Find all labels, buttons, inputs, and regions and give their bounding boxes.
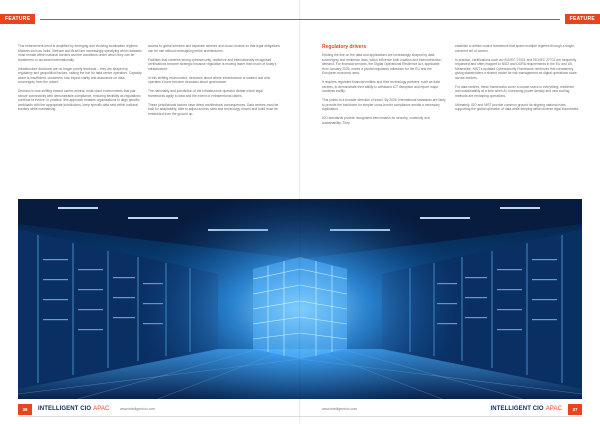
left-column-2 (148, 44, 280, 121)
paragraph: This points to a broader direction of travel. By 2026, international standards are likely to provide the backbone for simpler cross-border compliance amidst a necessary duplication. (322, 98, 446, 111)
brand-region: APAC (545, 406, 562, 412)
data-center-photo-right (300, 199, 582, 399)
paragraph: In practice, certifications such as ISO/IEC 27001 and ISO/IEC 27701 are frequently requested and often mapped to NIS2 and DORA requirements in the EU and UK. Meanwhile, NIST's updated Cybersecurity Framework reinforces this consistency, giving stakeholders a shared model for risk management as digital operations scale across borders. (455, 57, 577, 80)
paragraph: Holding the line on the data and applications are increasingly shaped by data sovereignty and resilience laws, which influence both location and interconnection demand. For financial services, the Digital Operational Resilience Act, applicable from January 2025, marks a pivotal regulatory milestone for the EU and the European economic area. (322, 53, 442, 75)
footer-rule (300, 416, 582, 417)
website-url[interactable]: www.intelligentcio.com (322, 407, 358, 411)
section-label: FEATURE (565, 14, 600, 24)
paragraph: It requires regulated financial entities and their technology partners, such as data centres, to demonstrate their ability to withstand ICT disruption and report major incidents swiftly. (322, 80, 440, 93)
paragraph: Facilities that combine strong cybersecurity, resilience and internationally recognised certifications become strategic because regulation is moving faster than much of today's infrastructure. (148, 57, 277, 71)
top-rule (300, 19, 560, 20)
paragraph: The nationality and jurisdiction of the infrastructure operator dictate which legal frameworks apply to data and the extent of extraterritorial claims. (148, 89, 263, 98)
paragraph: For data centres, these frameworks cover a course users to everything: resilience and sustainability at a time when AI, increasing power density and new cooling methods are reshaping operations. (455, 84, 574, 98)
website-url[interactable]: www.intelligentcio.com (120, 407, 156, 411)
footer-rule (18, 416, 300, 417)
section-heading: Regulatory drivers (322, 44, 367, 50)
paragraph: establish a unified control framework that spans multiple regimes through a single, coherent set of control. (455, 44, 575, 53)
brand-logo (491, 406, 562, 412)
paragraph: ISO standards provide recognised benchmarks for security, continuity and sustainability. They (322, 116, 430, 125)
brand-logo (38, 406, 109, 412)
data-center-photo-left (18, 199, 300, 399)
paragraph: Infrastructure decisions are no longer purely technical – they are shaped by regulatory and geopolitical factors, raising the bar for data centre operators. Capacity alone is insufficient: customers now expect clarity and assurance on data sovereignty from the outset. (18, 66, 142, 84)
right-footer (300, 404, 600, 415)
paragraph: Demand is now shifting toward carrier-neutral, multi-cloud environments that pair secure connectivity with demonstrable compliance, ensuring flexibility as regulations continue to evolve. In practice, this approach enables organisations to align specific workloads with the appropriate jurisdictions, keep specific data sets within national borders while maintaining (18, 89, 141, 111)
paragraph: In this shifting environment, decisions about where infrastructure is located and who operates it have become decisions about governance. (148, 75, 271, 84)
left-column-1 (18, 44, 142, 116)
paragraph: These jurisdictional factors have direct architectural consequences. Data centres must be built for adaptability, able to adjust access rules and technology moves and build must be embedded from the ground up. (148, 102, 279, 116)
right-column-1 (322, 44, 446, 130)
paragraph: Ultimately, ISO and NIST provide common ground for aligning national rules, supporting the global operation of data while keeping within diverse legal boundaries. (455, 102, 580, 111)
brand-name: INTELLIGENT CIO (490, 406, 544, 412)
paragraph: access to global services and separate network and cloud choices so that legal obligations can be met without redesigning entire architectures. (148, 44, 280, 53)
spread-gutter (299, 0, 301, 424)
page-number: 37 (568, 404, 582, 415)
right-column-2 (455, 44, 580, 116)
section-label: FEATURE (0, 14, 35, 24)
brand-name: INTELLIGENT CIO (38, 406, 92, 412)
paragraph: This enforcement trend is amplified by emerging and evolving localisation regimes. Markets such as India, Vietnam and Brazil are increasingly specifying which datasets must remain within national borders and the conditions under which they can be transferred or accessed internationally. (18, 44, 142, 62)
page-number: 36 (18, 404, 32, 415)
right-page (300, 0, 600, 424)
left-footer (0, 404, 300, 415)
brand-region: APAC (93, 406, 110, 412)
top-rule (40, 19, 300, 20)
